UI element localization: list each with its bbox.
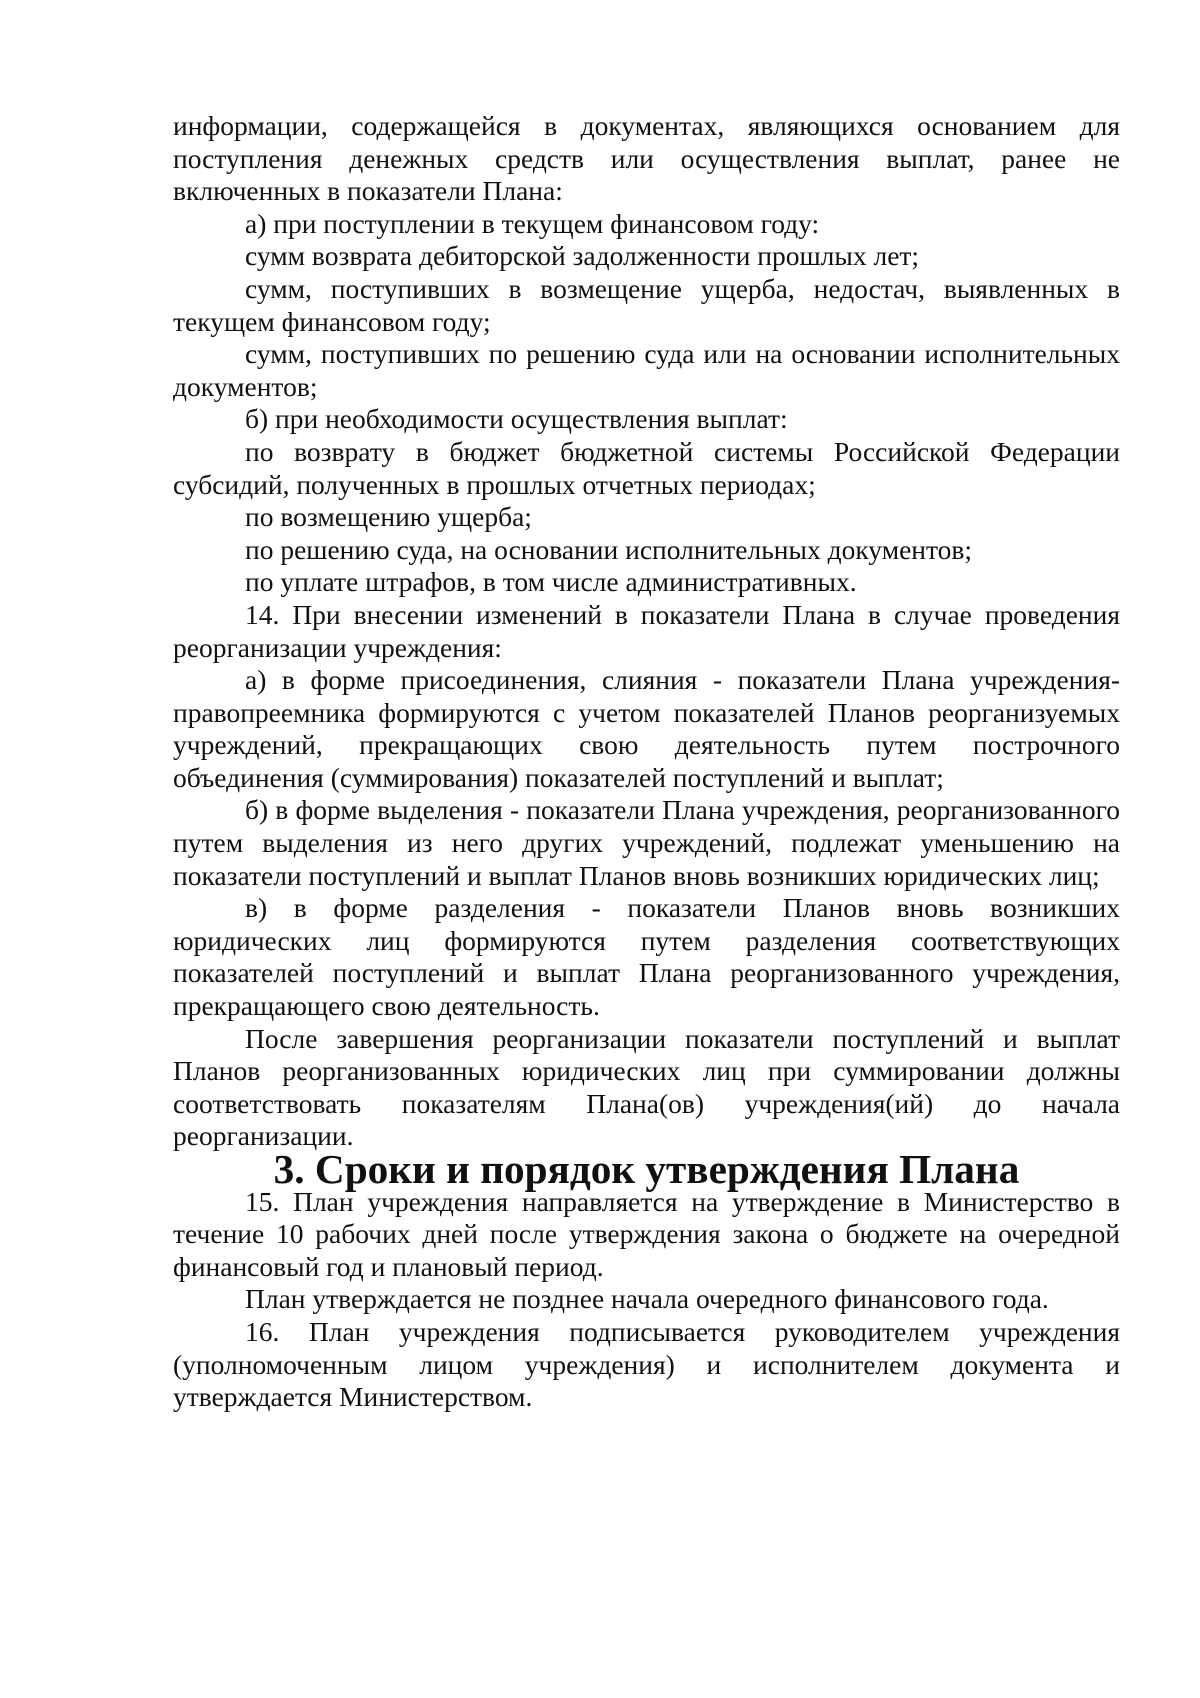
paragraph-fines: по уплате штрафов, в том числе административных. bbox=[245, 566, 857, 598]
paragraph-item-b-payments: б) при необходимости осуществления выплат: bbox=[245, 403, 788, 435]
paragraph-merger: а) в форме присоединения, слияния - показатели Плана учреждения-правопреемника формируются с учетом показателей Планов реорганизуемых учреждений, прекращающих свою деятельность путем построчного объединения (суммирования) показателей поступлений и выплат; bbox=[173, 664, 1120, 793]
paragraph-item-a-receipts: а) при поступлении в текущем финансовом году: bbox=[245, 207, 820, 239]
section-heading: 3. Сроки и порядок утверждения Плана bbox=[273, 1146, 1020, 1192]
document-page bbox=[173, 110, 1120, 1414]
paragraph-damage-payment: по возмещению ущерба; bbox=[245, 501, 532, 533]
paragraph-item-15: 15. План учреждения направляется на утверждение в Министерство в течение 10 рабочих дней после утверждения закона о бюджете на очередной финансовый год и плановый период. bbox=[173, 1185, 1120, 1282]
paragraph-division: в) в форме разделения - показатели Планов вновь возникших юридических лиц формируются путем разделения соответствующих показателей поступлений и выплат Плана реорганизованного учреждения, прекращающего свою деятельность. bbox=[173, 892, 1120, 1022]
paragraph-after-reorganization: После завершения реорганизации показатели поступлений и выплат Планов реорганизованных юридических лиц при суммировании должны соответствовать показателям Плана(ов) учреждения(ий) до начала реорганизации. bbox=[173, 1022, 1120, 1152]
paragraph-continuation: информации, содержащейся в документах, являющихся основанием для поступления денежных средств или осуществления выплат, ранее не включенных в показатели Плана: bbox=[173, 110, 1120, 207]
document-body-part2 bbox=[173, 1186, 1120, 1414]
paragraph-item-14: 14. При внесении изменений в показатели Плана в случае проведения реорганизации учреждения: bbox=[173, 598, 1120, 663]
paragraph-debt-return: сумм возврата дебиторской задолженности прошлых лет; bbox=[245, 240, 920, 272]
document-body-part1 bbox=[173, 110, 1120, 1153]
paragraph-budget-return: по возврату в бюджет бюджетной системы Российской Федерации субсидий, полученных в прошлых отчетных периодах; bbox=[173, 435, 1120, 500]
paragraph-item-16: 16. План учреждения подписывается руководителем учреждения (уполномоченным лицом учреждения) и исполнителем документа и утверждается Министерством. bbox=[173, 1315, 1120, 1413]
paragraph-approval-deadline: План утверждается не позднее начала очередного финансового года. bbox=[245, 1283, 1049, 1315]
paragraph-court-payment: по решению суда, на основании исполнительных документов; bbox=[245, 533, 973, 565]
paragraph-damage-compensation: сумм, поступивших в возмещение ущерба, недостач, выявленных в текущем финансовом году; bbox=[173, 272, 1120, 337]
paragraph-spinoff: б) в форме выделения - показатели Плана учреждения, реорганизованного путем выделения из него других учреждений, подлежат уменьшению на показатели поступлений и выплат Планов вновь возникших юридических лиц; bbox=[173, 794, 1120, 891]
paragraph-court-decision-sums: сумм, поступивших по решению суда или на основании исполнительных документов; bbox=[173, 338, 1120, 402]
